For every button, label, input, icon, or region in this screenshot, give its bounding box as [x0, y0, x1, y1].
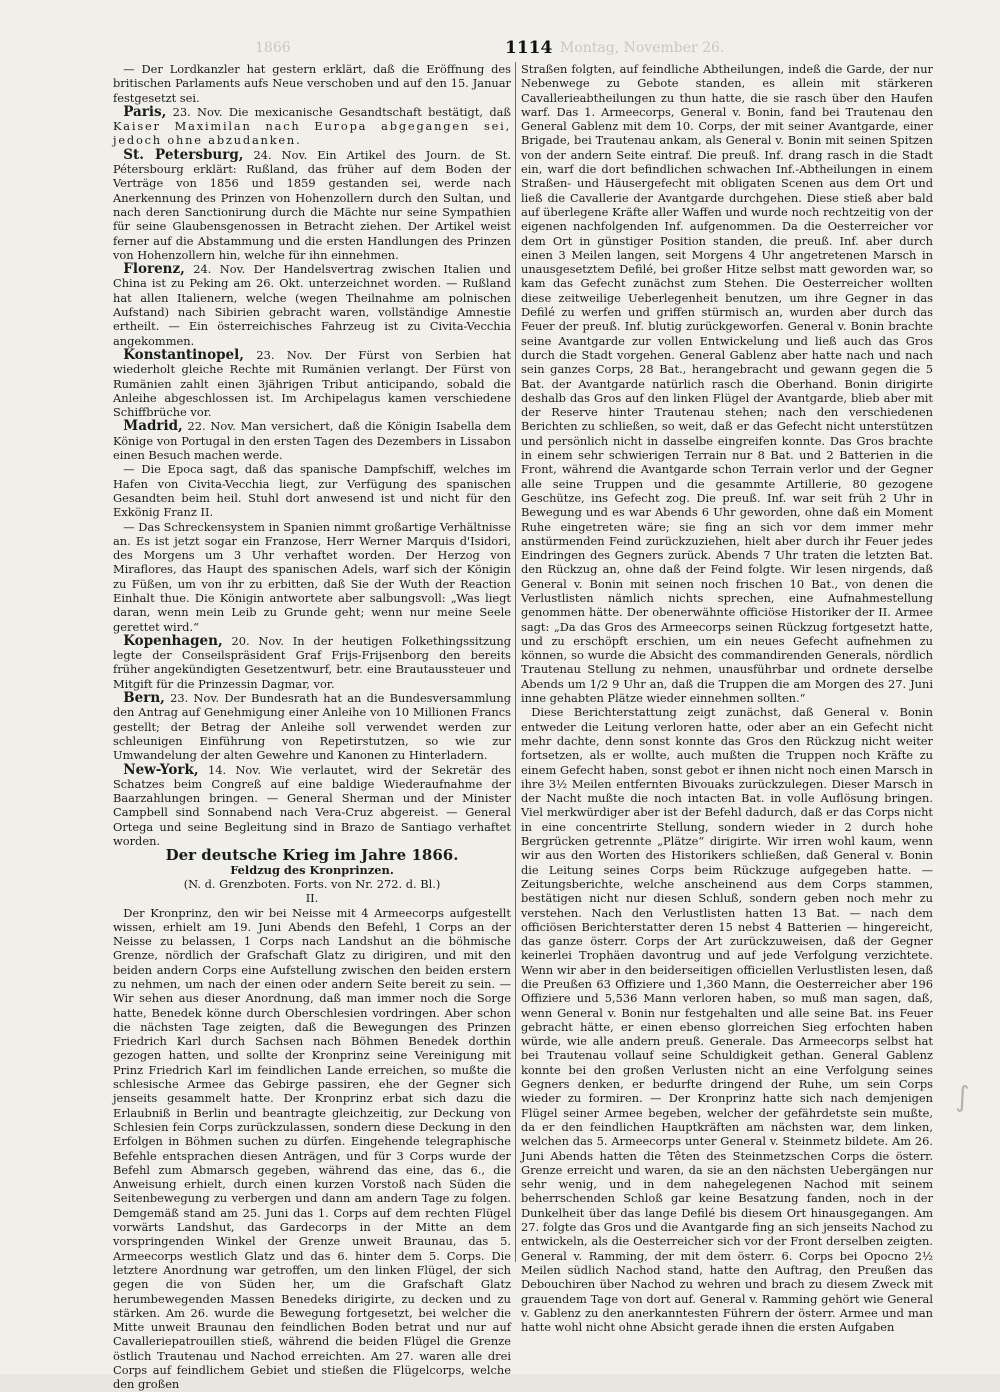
place-heading-paris: Paris, — [123, 103, 167, 120]
margin-scribble-mark: ∫ — [955, 1080, 970, 1113]
bern-text: 23. Nov. Der Bundesrath hat an die Bundesversammlung den Antrag auf Genehmigung einer Anleihe von 10 Millionen Francs gestellt; der Betrag der Anleihe soll verwendet werden zur schleunigen Einführung von Repetirstutzen, so wie zur Umwandelung der alten Gewehre und Kanonen zu Hinterladern. — [113, 691, 511, 763]
paragraph-kronprinz: Der Kronprinz, den wir bei Neisse mit 4 Armeecorps aufgestellt wissen, erhielt am 19. Juni Abends den Befehl, 1 Corps an der Neisse zu belassen, 1 Corps nach Landshut an die böhmische Grenze, nördlich der Grafschaft Glatz zu dirigiren, und mit den beiden andern Corps eine Aufstellung zwischen den beiden erstern zu nehmen, um nach der einen oder andern Seite bereit zu sein. — Wir sehen aus dieser Anordnung, daß man immer noch die Sorge hatte, Benedek könne durch Oberschlesien vordringen. Aber schon die nächsten Tage zeigten, daß die Bewegungen des Prinzen Friedrich Karl durch Sachsen nach Böhmen Benedek dorthin gezogen hatten, und sollte der Kronprinz seine Vereinigung mit Prinz Friedrich Karl im feindlichen Lande erreichen, so mußte die schlesische Armee das Gebirge passiren, ehe der Gegner sich jenseits gesammelt hatte. Der Kronprinz erbat sich dazu die Erlaubniß in Berlin und beantragte gleichzeitig, zur Deckung von Schlesien fein Corps zurückzulassen, sondern diese Deckung in den Erfolgen in Böhmen suchen zu dürfen. Eingehende telegraphische Befehle entsprachen diesen Anträgen, und für 3 Corps wurde der Befehl zum Abmarsch gegeben, während das eine, das 6., die Anweisung erhielt, durch einen kurzen Vorstoß nach Süden die Seitenbewegung zu verbergen und dann am andern Tage zu folgen. Demgemäß stand am 25. Juni das 1. Corps auf dem rechten Flügel vorwärts Landshut, das Gardecorps in der Mitte an dem vorspringenden Winkel der Grenze unweit Braunau, das 5. Armeecorps westlich Glatz und das 6. hinter dem 5. Corps. Die letztere Anordnung war getroffen, um den linken Flügel, der sich gegen die von Süden her, um die Grafschaft Glatz herumbewegenden Massen Benedeks dirigirte, zu decken und zu stärken. Am 26. wurde die Bewegung fortgesetzt, bei welcher die Mitte unweit Braunau den feindlichen Boden betrat und nur auf Cavalleriepatrouillen stieß, während die beiden Flügel die Grenze östlich Trautenau und Nachod erreichten. Am 27. waren alle drei Corps auf feindlichem Gebiet und stießen die Flügelcorps, welche den großen — [113, 905, 511, 1392]
paragraph-st-petersburg — [113, 148, 511, 262]
article-source-note: (N. d. Grenzboten. Forts. von Nr. 272. d. Bl.) — [183, 876, 441, 891]
new-york-text: 14. Nov. Wie verlautet, wird der Sekretär des Schatzes beim Congreß auf eine baldige Wiederaufnahme der Baarzahlungen bringen. — General Sherman und der Minister Campbell sind Sonnabend nach Vera-Cruz abgereist. — General Ortega und seine Begleitung sind in Brazo de Santiago verhaftet worden. — [113, 762, 512, 849]
madrid-text: 22. Nov. Man versichert, daß die Königin Isabella dem Könige von Portugal in den ersten Tagen des Dezembers in Lissabon einen Besuch machen werde. — [113, 419, 511, 463]
left-column — [113, 62, 511, 1392]
place-heading-bern: Bern, — [123, 690, 165, 707]
paragraph-new-york — [113, 763, 511, 849]
bleed-through-header-left: 1866 — [255, 40, 291, 56]
paragraph-konstantinopel — [113, 348, 511, 419]
paragraph-madrid-schreckensystem: — Das Schreckensystem in Spanien nimmt großartige Verhältnisse an. Es ist jetzt sogar ein Franzose, Herr Werner Marquis d'Isidori, des Morgens um 3 Uhr verhaftet worden. Der Herzog von Miraflores, das Haupt des spanischen Adels, warf sich der Königin zu Füßen, um von ihr zu erbitten, daß Sie der Wuth der Reaction Einhalt thue. Die Königin antwortete aber salbungsvoll: „Was liegt daran, wenn mein Leib zu Grunde geht; wenn nur meine Seele gerettet wird.“ — [113, 519, 511, 634]
paragraph-kopenhagen — [113, 634, 511, 691]
paragraph-madrid — [113, 419, 511, 462]
article-part-number: II. — [305, 891, 319, 906]
place-heading-florenz: Florenz, — [123, 261, 185, 278]
place-heading-new-york: New-York, — [123, 761, 199, 778]
paragraph-madrid-epoca: — Die Epoca sagt, daß das spanische Dampfschiff, welches im Hafen von Civita-Vecchia liegt, zur Verfügung des spanischen Gesandten beim heil. Stuhl dort anwesend ist und nicht für den Exkönig Franz II. — [113, 462, 511, 520]
konstantinopel-text: 23. Nov. Der Fürst von Serbien hat wiederholt gleiche Rechte mit Rumänien verlangt. Der Fürst von Rumänien zahlt einen 3jährigen Tribut anticipando, sobald die Anleihe abgeschlossen ist. Im Archipelagus kamen verschiedene Schiffbrüche vor. — [113, 347, 511, 420]
kopenhagen-text: 20. Nov. In der heutigen Folkethingssitzung legte der Conseilspräsident Graf Frijs-Frijsenborg den bereits früher angekündigten Gesetzentwurf, betr. eine Brautaussteuer und Mitgift für die Prinzessin Dagmar, vor. — [113, 633, 512, 691]
paragraph-florenz — [113, 262, 511, 348]
paris-text: 23. Nov. Die mexicanische Gesandtschaft bestätigt, daß — [172, 104, 512, 119]
place-heading-kopenhagen: Kopenhagen, — [123, 632, 223, 649]
place-heading-st-petersburg: St. Petersburg, — [123, 146, 244, 163]
florenz-text: 24. Nov. Der Handelsvertrag zwischen Italien und China ist zu Peking am 26. Okt. unterzeichnet worden. — Rußland hat allen Italienern, welche (wegen Theilnahme am polnischen Aufstand) nach Sibirien gebracht waren, vollständige Amnestie ertheilt. — Ein österreichisches Fahrzeug ist zu Civita-Vecchia angekommen. — [113, 262, 511, 348]
paragraph-berichterstattung: Diese Berichterstattung zeigt zunächst, daß General v. Bonin entweder die Leitung verloren hatte, oder aber an ein Gefecht nicht mehr dachte, denn sonst konnte das Gros den Rückzug nicht weiter fortsetzen, als er wollte, auch mußten die Truppen noch Kräfte zu einem Gefecht haben, sonst gebot er ihnen nicht noch einen Marsch in ihre 3½ Meilen entfernten Bivouaks zurückzulegen. Dieser Marsch in der Nacht mußte die noch intacten Bat. in volle Auflösung bringen. Viel merkwürdiger aber ist der Befehl dadurch, daß er das Corps nicht in eine concentrirte Stellung, sondern wieder in 2 durch hohe Bergrücken getrennte „Plätze“ dirigirte. Wir irren wohl kaum, wenn wir aus den Worten des Historikers schließen, daß General v. Bonin die Leitung seines Corps beim Rückzuge aufgegeben hatte. — Zeitungsberichte, welche anscheinend aus dem Corps stammen, bestätigen nicht nur diesen Schluß, sondern geben noch mehr zu verstehen. Nach den Verlustlisten hatten 13 Bat. — nach dem officiösen Berichterstatter deren 15 nebst 4 Batterien — hingereicht, das ganze österr. Corps der Art zurückzuweisen, daß der Gegner keinerlei Trophäen davontrug und auf jede Verfolgung verzichtete. Wenn wir aber in den beiderseitigen officiellen Verlustlisten lesen, daß die Preußen 63 Offiziere und 1,360 Mann, die Oesterreicher aber 196 Offiziere und 5,536 Mann verloren haben, so muß man sagen, daß, wenn General v. Bonin nur festgehalten und alle seine Bat. ins Feuer gebracht hätte, er einen ebenso glorreichen Sieg erfochten haben würde, wie alle andern preuß. Generale. Das Armeecorps selbst hat bei Trautenau vollauf seine Schuldigkeit gethan. General Gablenz konnte bei den großen Verlusten nicht an eine Verfolgung seines Gegners denken, er bedurfte dringend der Ruhe, um sein Corps wieder zu formiren. — Der Kronprinz hatte sich nach demjenigen Flügel seiner Armee begeben, welcher der gefährdetste sein mußte, da er den feindlichen Hauptkräften am nächsten war, dem linken, welchen das 5. Armeecorps unter General v. Steinmetz bildete. Am 26. Juni Abends hatten die Têten des Steinmetzschen Corps die österr. Grenze erreicht und waren, da sie an den nächsten Uebergängen nur sehr wenig, und in dem nahegelegenen Nachod mit seinem beherrschenden Schloß gar keine Besatzung fanden, noch in der Dunkelheit über das lange Defilé bis diesem Ort hinausgegangen. Am 27. folgte das Gros und die Avantgarde fing an sich jenseits Nachod zu entwickeln, als die Oesterreicher sich vor der Front derselben zeigten. General v. Ramming, der mit dem österr. 6. Corps bei Opocno 2½ Meilen südlich Nachod stand, hatte den Auftrag, den Preußen das Debouchiren über Nachod zu wehren und brach zu diesem Zweck mit grauendem Tage von dort auf. General v. Ramming gehört wie General v. Gablenz zu den anerkanntesten Führern der österr. Armee und man hatte wohl nicht ohne Absicht gerade ihnen die ersten Aufgaben — [521, 705, 933, 1335]
paragraph-paris — [113, 105, 511, 148]
paragraph-bern — [113, 691, 511, 762]
article-subtitle: Feldzug des Kronprinzen. — [230, 862, 394, 877]
article-title-deutsche-krieg: Der deutsche Krieg im Jahre 1866. — [165, 846, 459, 865]
right-column — [521, 62, 933, 1334]
page-number: 1114 — [505, 38, 553, 58]
st-petersburg-text: 24. Nov. Ein Artikel des Journ. de St. Pétersbourg erklärt: Rußland, das früher auf dem Boden der Verträge von 1856 und 1859 gestanden sei, werde nach Anerkennung des Prinzen von Hohenzollern durch den Sultan, und nach deren Sanctionirung durch die Mächte nur seine Sympathien für seine Glaubensgenossen in Betracht ziehen. Der Artikel weist ferner auf die Abstammung und die ersten Handlungen des Prinzen von Hohenzollern hin, welche für ihn einnehmen. — [113, 147, 511, 262]
bleed-through-header-right: Montag, November 26. — [560, 40, 725, 56]
paragraph-lordkanzler: — Der Lordkanzler hat gestern erklärt, daß die Eröffnung des britischen Parlaments aufs Neue verschoben und auf den 15. Januar festgesetzt sei. — [113, 62, 511, 105]
column-divider — [515, 62, 516, 1262]
place-heading-konstantinopel: Konstantinopel, — [123, 346, 244, 363]
paragraph-trautenau-battle: Straßen folgten, auf feindliche Abtheilungen, indeß die Garde, der nur Nebenwege zu Gebote standen, es allein mit stärkeren Cavallerieabtheilungen zu thun hatte, die sie rasch über den Haufen warf. Das 1. Armeecorps, General v. Bonin, fand bei Trautenau den General Gablenz mit dem 10. Corps, der mit seiner Avantgarde, einer Brigade, bei Trautenau ankam, als General v. Bonin mit seinen Spitzen von der andern Seite eintraf. Die preuß. Inf. drang rasch in die Stadt ein, warf die dort befindlichen schwachen Inf.-Abtheilungen in einem Straßen- und Häusergefecht mit obligaten Scenen aus dem Ort und ließ die Cavallerie der Avantgarde durchgehen. Diese stieß aber bald auf überlegene Kräfte aller Waffen und wurde noch rechtzeitig von der eigenen nachfolgenden Inf. aufgenommen. Da die Oesterreicher vor dem Ort in günstiger Position standen, die preuß. Inf. aber durch einen 3 Meilen langen, seit Morgens 4 Uhr angetretenen Marsch in unausgesetztem Defilé, bei großer Hitze selbst matt geworden war, so kam das Gefecht zunächst zum Stehen. Die Oesterreicher wollten diese zeitweilige Ueberlegenheit benutzen, um ihre Gegner in das Defilé zu werfen und griffen stürmisch an, wurden aber durch das Feuer der preuß. Inf. blutig zurückgeworfen. General v. Bonin brachte seine Avantgarde zur vollen Entwickelung und ließ auch das Gros durch die Stadt vorgehen. General Gablenz aber hatte nach und nach sein ganzes Corps, 28 Bat., herangebracht und gewann gegen die 5 Bat. der Avantgarde natürlich rasch die Oberhand. Bonin dirigirte deshalb das Gros auf den linken Flügel der Avantgarde, blieb aber mit der Reserve hinter Trautenau stehen; nach den verschiedenen Berichten zu schließen, so weit, daß er das Gefecht nicht unterstützen und persönlich nicht in dasselbe eingreifen konnte. Das Gros brachte in einem sehr schwierigen Terrain nur 8 Bat. und 2 Batterien in die Front, während die Avantgarde schon Terrain verlor und der Gegner alle seine Truppen und die gesammte Artillerie, 80 gezogene Geschütze, ins Gefecht zog. Die preuß. Inf. war seit früh 2 Uhr in Bewegung und es war Abends 6 Uhr geworden, ohne daß ein Moment Ruhe eingetreten wäre; sie fing an sich vor dem immer mehr anstürmenden Feind zurückzuziehen, hielt aber durch ihr Feuer jedes Eindringen des Gegners zurück. Abends 7 Uhr traten die letzten Bat. den Rückzug an, ohne daß der Feind folgte. Wir lesen nirgends, daß General v. Bonin mit seinen noch frischen 10 Bat., von denen die Verlustlisten nämlich nichts sprechen, eine Aufnahmestellung genommen hätte. Der obenerwähnte officiöse Historiker der II. Armee sagt: „Da das Gros des Armeecorps seinen Rückzug fortgesetzt hatte, und zu erschöpft erschien, um ein neues Gefecht aufnehmen zu können, so wurde die Absicht des commandirenden Generals, nördlich Trautenau Stellung zu nehmen, unausführbar und ordnete derselbe Abends um 1/2 9 Uhr an, daß die Truppen die am Morgen des 27. Juni inne gehabten Plätze wieder einnehmen sollten.“ — [521, 62, 933, 706]
place-heading-madrid: Madrid, — [123, 418, 183, 435]
paris-spaced-text: Kaiser Maximilan nach Europa abgegangen sei, jedoch ohne abzudanken. — [113, 119, 511, 148]
